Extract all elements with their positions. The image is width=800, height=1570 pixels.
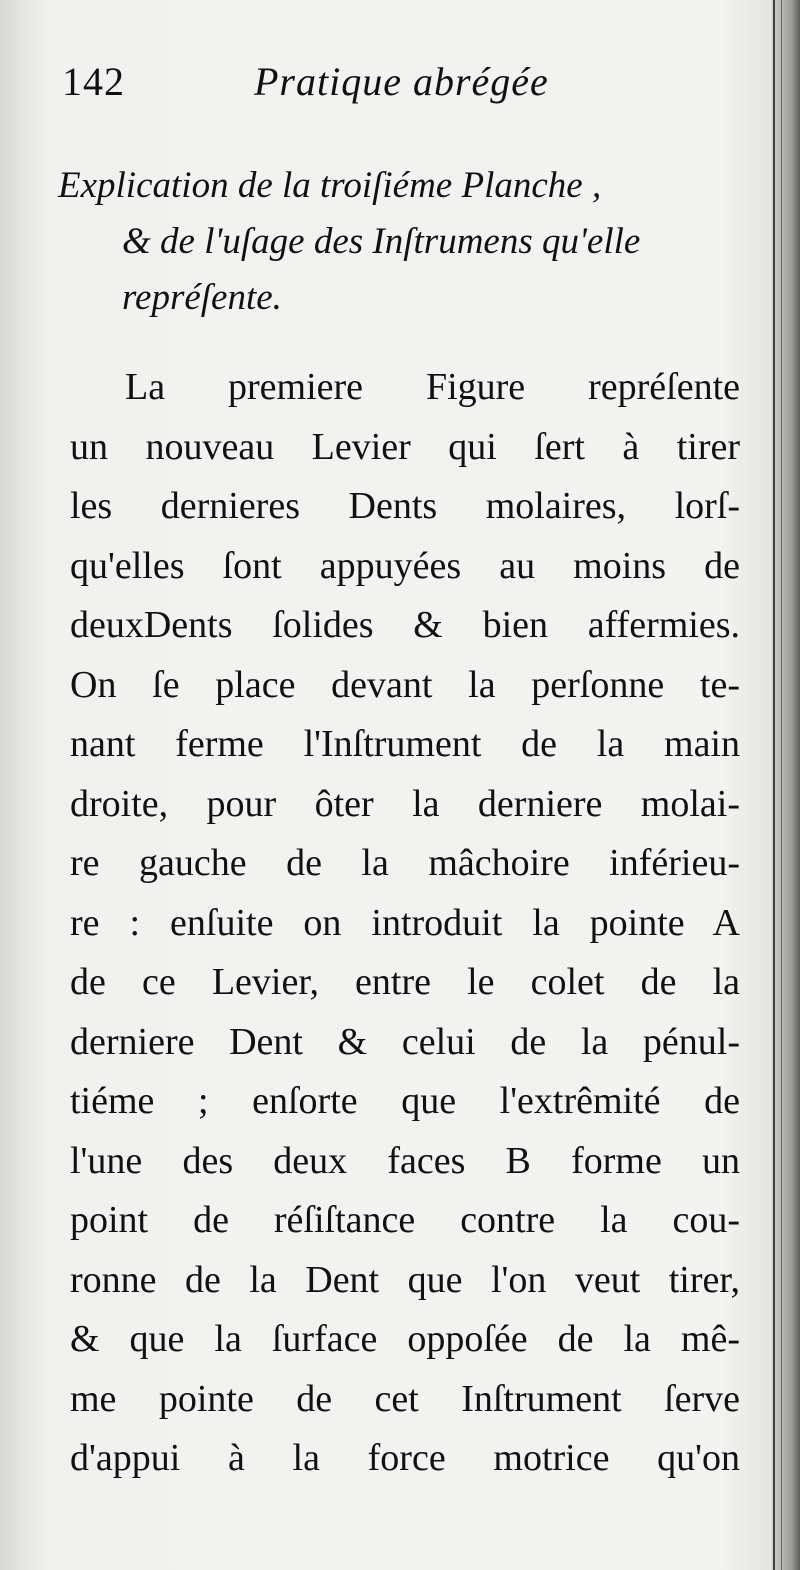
text-line: La premiere Figure repréſente: [125, 366, 740, 408]
text-line: ronne de la Dent que l'on veut tirer,: [70, 1258, 740, 1301]
text-line: point de réſiſtance contre la cou-: [70, 1199, 740, 1241]
text-line: nant ferme l'Inſtrument de la main: [70, 723, 740, 765]
text-line: droite, pour ôter la derniere molai-: [70, 782, 740, 825]
section-heading: [58, 158, 748, 326]
running-header: [62, 52, 702, 112]
text-line: On ſe place devant la perſonne te-: [70, 663, 740, 706]
heading-line: repréſente.: [122, 277, 282, 318]
text-line: d'appui à la force motrice qu'on: [70, 1437, 740, 1479]
text-line: re : enſuite on introduit la pointe A: [70, 901, 740, 944]
text-line: derniere Dent & celui de la pénul-: [70, 1020, 740, 1063]
running-title: Pratique abrégée: [254, 59, 549, 104]
text-line: re gauche de la mâchoire inférieu-: [70, 842, 740, 884]
page-number: 142: [62, 59, 125, 104]
text-line: qu'elles ſont appuyées au moins de: [70, 544, 740, 587]
heading-line: Explication de la troiſiéme Planche ,: [58, 165, 602, 206]
text-line: deuxDents ſolides & bien affermies.: [70, 604, 740, 646]
body-paragraph: [70, 358, 740, 1489]
text-line: me pointe de cet Inſtrument ſerve: [70, 1377, 740, 1420]
heading-line: & de l'uſage des Inſtrumens qu'elle: [122, 221, 641, 262]
binding-edge: [773, 0, 782, 1570]
text-line: & que la ſurface oppoſée de la mê-: [70, 1318, 740, 1360]
text-line: l'une des deux faces B forme un: [70, 1139, 740, 1182]
text-line: tiéme ; enſorte que l'extrêmité de: [70, 1080, 740, 1122]
text-line: un nouveau Levier qui ſert à tirer: [70, 425, 740, 468]
text-line: de ce Levier, entre le colet de la: [70, 961, 740, 1003]
text-line: les dernieres Dents molaires, lorſ-: [70, 485, 740, 527]
